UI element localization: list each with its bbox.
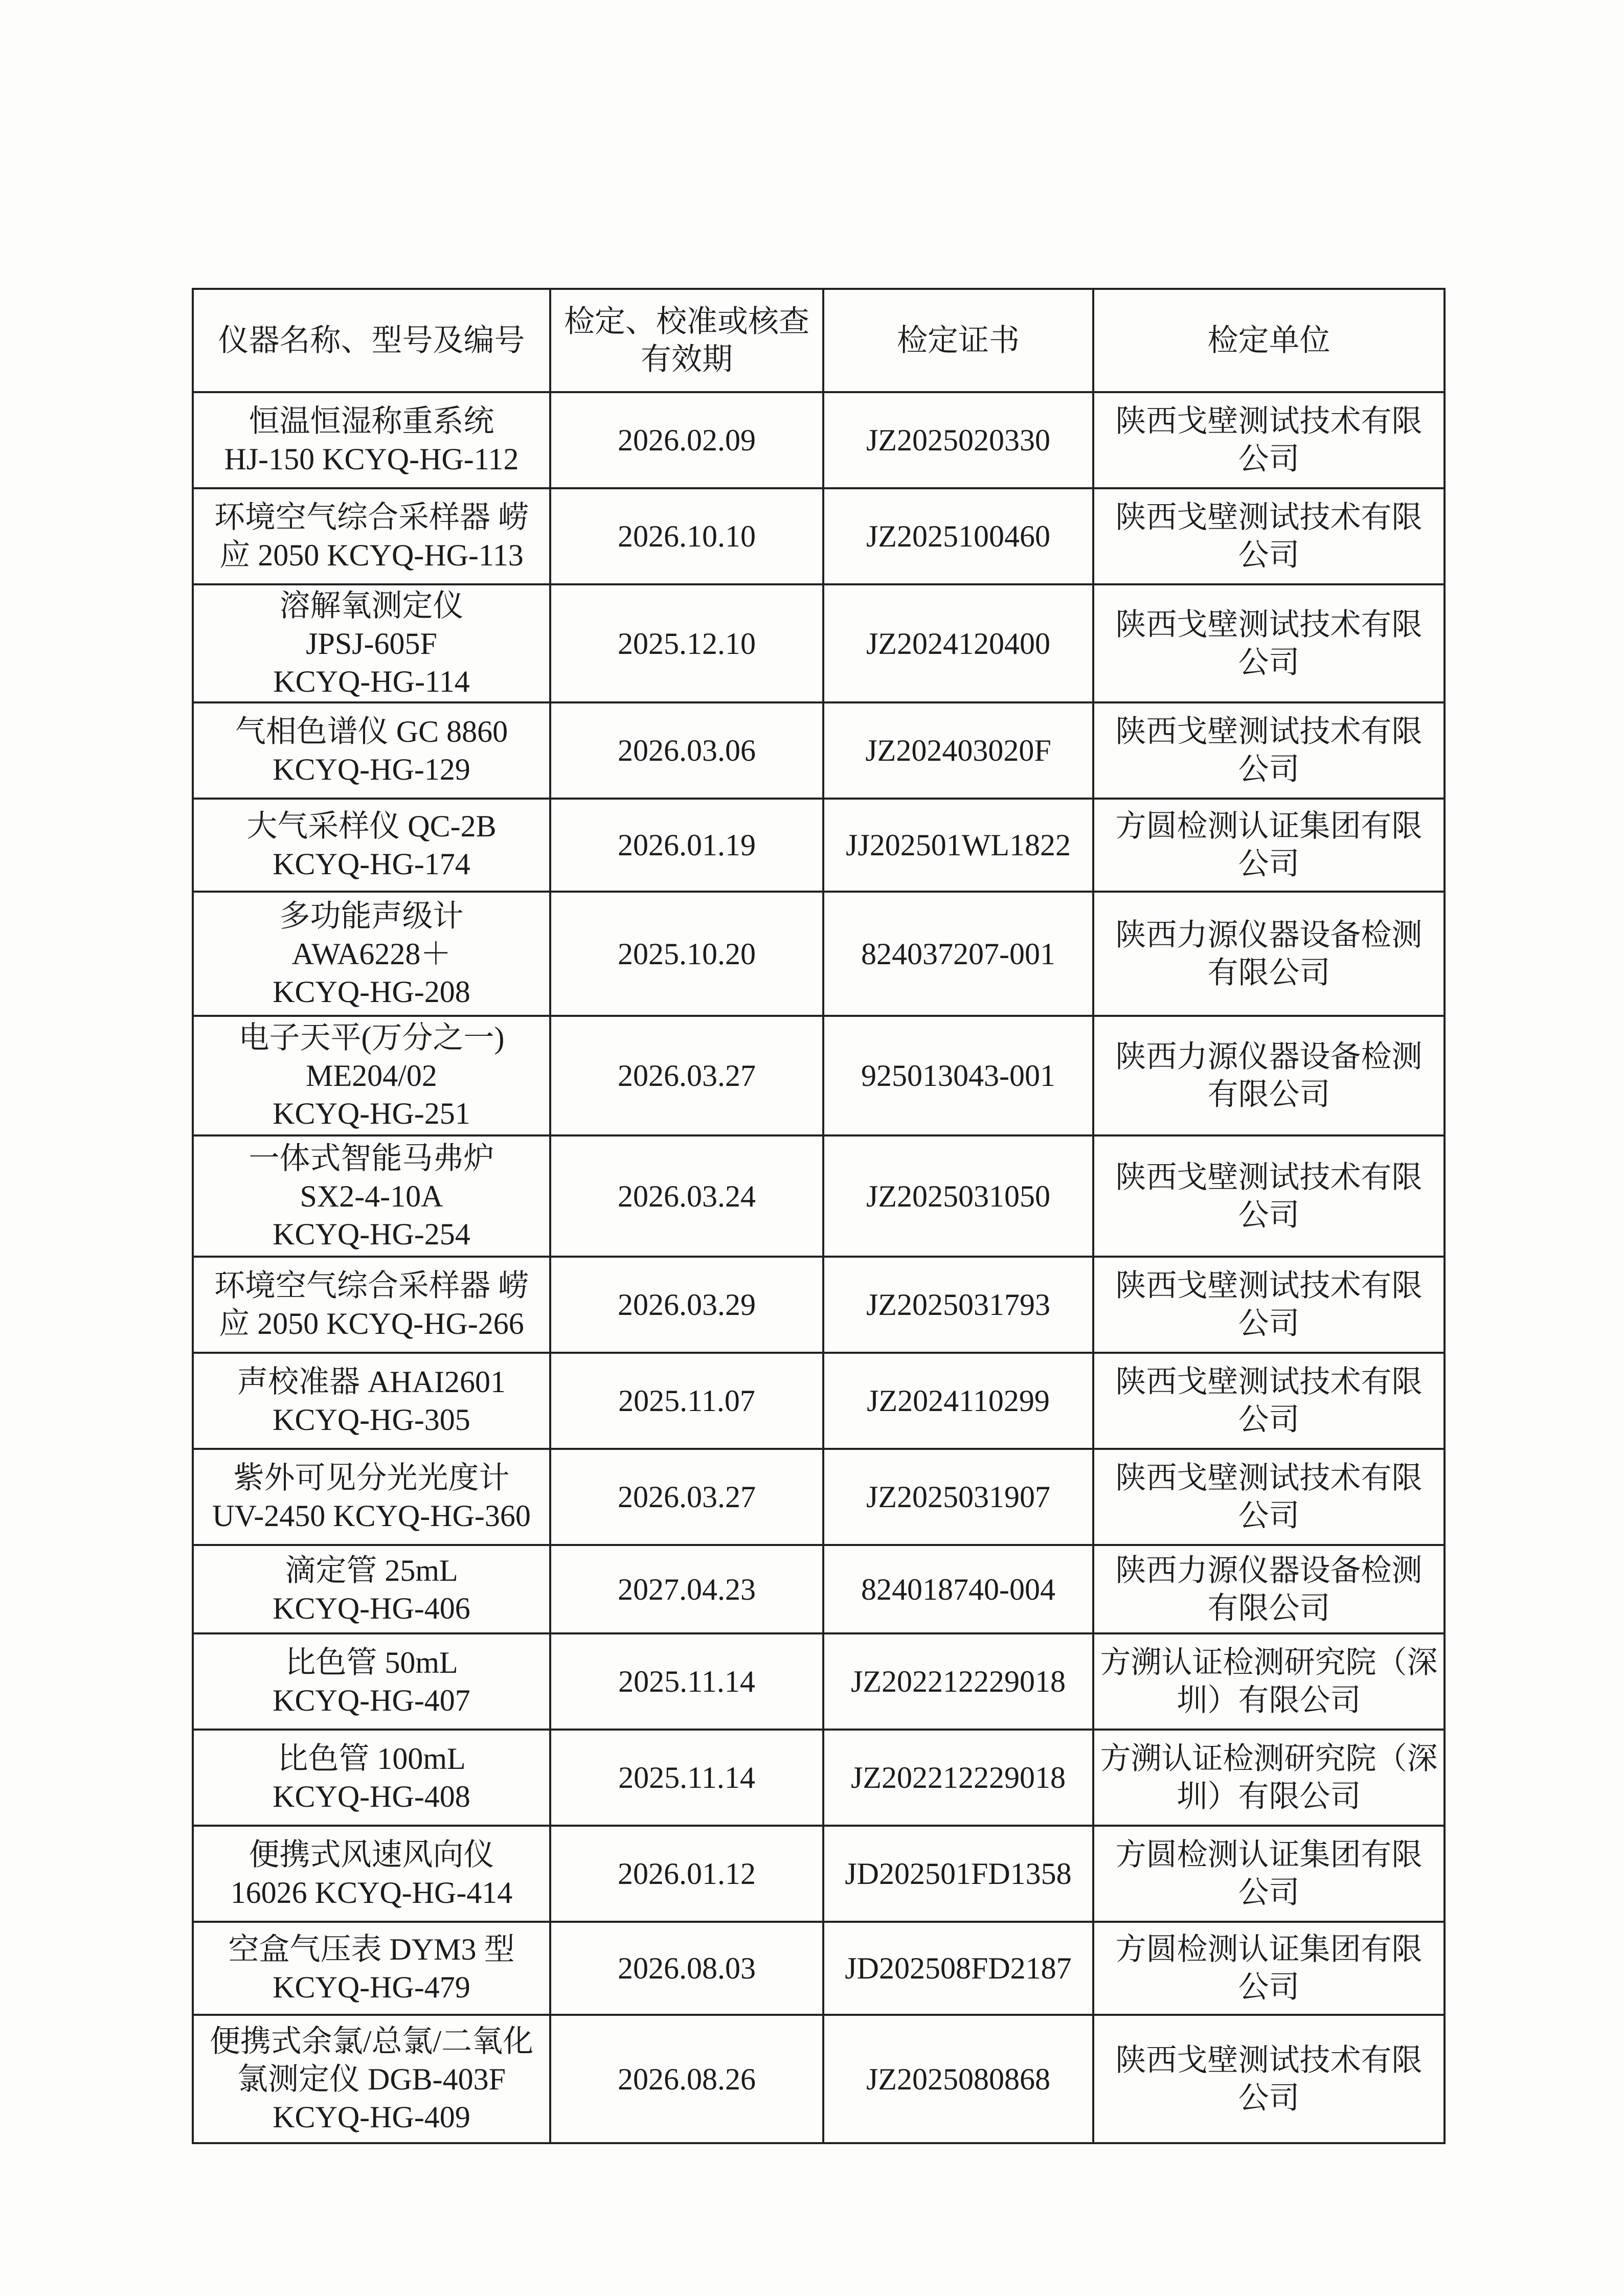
instrument-line: KCYQ-HG-254: [273, 1217, 470, 1251]
unit-cell: [1093, 1135, 1445, 1257]
unit-line: 方圆检测认证集团有限: [1115, 809, 1423, 843]
unit-line: 公司: [1238, 442, 1300, 476]
table-row: [193, 1826, 1445, 1922]
table-row: [193, 1922, 1445, 2015]
validity-header-line: 检定、校准或核查: [564, 305, 809, 338]
instrument-cell: [193, 392, 550, 488]
instrument-line: 一体式智能马弗炉: [249, 1141, 494, 1175]
certificate-cell: [823, 1633, 1093, 1730]
valid-until-cell: [550, 1730, 823, 1826]
instrument-line: KCYQ-HG-114: [273, 664, 470, 698]
certificate-cell: [823, 1922, 1093, 2015]
unit-line: 公司: [1238, 538, 1300, 572]
instrument-cell: [193, 1257, 550, 1353]
certificate-text: JZ2025080868: [866, 2062, 1050, 2096]
valid-until-text: 2025.10.20: [618, 937, 756, 971]
certificate-cell: [823, 1016, 1093, 1135]
unit-line: 公司: [1238, 1198, 1300, 1232]
instrument-line: 应 2050 KCYQ-HG-113: [219, 538, 524, 572]
unit-line: 方溯认证检测研究院（深: [1100, 1646, 1438, 1679]
valid-until-text: 2026.03.06: [618, 734, 756, 767]
valid-until-cell: [550, 1633, 823, 1730]
certificate-text: 925013043-001: [861, 1059, 1055, 1093]
unit-line: 陕西戈壁测试技术有限: [1115, 501, 1423, 534]
unit-header-line: 检定单位: [1207, 324, 1330, 357]
unit-cell: [1093, 1922, 1445, 2015]
unit-line: 方溯认证检测研究院（深: [1100, 1742, 1438, 1776]
valid-until-text: 2026.02.09: [618, 423, 756, 457]
certificate-cell: [823, 1135, 1093, 1257]
valid-until-text: 2026.08.26: [618, 2062, 756, 2096]
certificate-text: 824037207-001: [861, 937, 1055, 971]
instrument-line: 气相色谱仪 GC 8860: [235, 715, 508, 748]
table-row: [193, 1257, 1445, 1353]
instrument-cell: [193, 702, 550, 799]
certificate-cell: [823, 1449, 1093, 1545]
valid-until-text: 2027.04.23: [618, 1572, 756, 1606]
instrument-cell: [193, 892, 550, 1016]
valid-until-cell: [550, 488, 823, 584]
valid-until-cell: [550, 1135, 823, 1257]
instrument-line: KCYQ-HG-408: [273, 1780, 470, 1813]
instrument-cell: [193, 799, 550, 892]
unit-cell: [1093, 702, 1445, 799]
certificate-text: JZ202403020F: [865, 734, 1051, 767]
calibration-table: [192, 288, 1446, 2144]
instrument-line: 声校准器 AHAI2601: [237, 1365, 506, 1399]
unit-cell: [1093, 1353, 1445, 1449]
certificate-text: 824018740-004: [861, 1572, 1055, 1606]
instrument-cell: [193, 1353, 550, 1449]
instrument-line: 电子天平(万分之一): [238, 1021, 505, 1055]
unit-line: 公司: [1238, 2081, 1300, 2115]
certificate-header-line: 检定证书: [897, 324, 1020, 357]
instrument-cell: [193, 1633, 550, 1730]
valid-until-text: 2026.01.12: [618, 1857, 756, 1891]
unit-header: [1093, 289, 1445, 392]
unit-line: 公司: [1238, 645, 1300, 679]
instrument-line: 滴定管 25mL: [285, 1553, 458, 1587]
certificate-cell: [823, 584, 1093, 702]
valid-until-cell: [550, 1545, 823, 1633]
unit-line: 圳）有限公司: [1177, 1684, 1361, 1717]
table-header-row: [193, 289, 1445, 392]
certificate-text: JD202508FD2187: [845, 1951, 1072, 1985]
instrument-cell: [193, 1730, 550, 1826]
valid-until-cell: [550, 1257, 823, 1353]
unit-line: 陕西戈壁测试技术有限: [1115, 1365, 1423, 1399]
valid-until-cell: [550, 392, 823, 488]
certificate-cell: [823, 702, 1093, 799]
unit-line: 公司: [1238, 1403, 1300, 1437]
table-header: [193, 289, 1445, 392]
unit-cell: [1093, 1730, 1445, 1826]
instrument-line: 比色管 50mL: [285, 1646, 458, 1679]
certificate-cell: [823, 1730, 1093, 1826]
valid-until-cell: [550, 1449, 823, 1545]
table-row: [193, 1730, 1445, 1826]
instrument-line: 恒温恒湿称重系统: [249, 404, 494, 438]
certificate-text: JZ2025100460: [866, 519, 1050, 553]
valid-until-text: 2026.03.27: [618, 1480, 756, 1514]
unit-cell: [1093, 1016, 1445, 1135]
instrument-line: SX2-4-10A: [300, 1179, 443, 1213]
table-row: [193, 1016, 1445, 1135]
instrument-line: ME204/02: [306, 1059, 437, 1093]
unit-line: 陕西戈壁测试技术有限: [1115, 1461, 1423, 1495]
certificate-text: JZ2025031050: [866, 1179, 1050, 1213]
valid-until-cell: [550, 1353, 823, 1449]
unit-line: 有限公司: [1207, 1078, 1330, 1111]
certificate-cell: [823, 799, 1093, 892]
table-row: [193, 1353, 1445, 1449]
unit-cell: [1093, 799, 1445, 892]
unit-line: 陕西力源仪器设备检测: [1115, 1040, 1423, 1074]
instrument-line: 便携式风速风向仪: [249, 1838, 494, 1872]
table-row: [193, 892, 1445, 1016]
certificate-cell: [823, 2015, 1093, 2143]
valid-until-cell: [550, 1922, 823, 2015]
instrument-cell: [193, 1135, 550, 1257]
instrument-line: 多功能声级计: [279, 899, 464, 933]
instrument-line: 紫外可见分光光度计: [233, 1461, 510, 1495]
instrument-line: KCYQ-HG-129: [273, 753, 470, 786]
certificate-text: JJ202501WL1822: [846, 828, 1071, 862]
unit-line: 公司: [1238, 753, 1300, 786]
unit-cell: [1093, 488, 1445, 584]
instrument-cell: [193, 1449, 550, 1545]
instrument-header: [193, 289, 550, 392]
valid-until-text: 2025.12.10: [618, 626, 756, 661]
certificate-text: JZ2024110299: [867, 1384, 1050, 1418]
table-row: [193, 799, 1445, 892]
unit-cell: [1093, 1449, 1445, 1545]
certificate-text: JZ2024120400: [866, 626, 1050, 661]
unit-line: 公司: [1238, 1970, 1300, 2004]
unit-line: 陕西力源仪器设备检测: [1115, 1553, 1423, 1587]
table-row: [193, 488, 1445, 584]
instrument-line: 应 2050 KCYQ-HG-266: [219, 1307, 524, 1340]
instrument-line: HJ-150 KCYQ-HG-112: [224, 442, 519, 476]
table-body: [193, 392, 1445, 2143]
instrument-line: 16026 KCYQ-HG-414: [230, 1876, 513, 1909]
valid-until-text: 2026.10.10: [618, 519, 756, 553]
certificate-text: JZ2025031907: [866, 1480, 1050, 1514]
instrument-line: 大气采样仪 QC-2B: [246, 809, 497, 843]
unit-line: 陕西戈壁测试技术有限: [1115, 715, 1423, 748]
validity-header-line: 有效期: [641, 343, 733, 376]
instrument-line: UV-2450 KCYQ-HG-360: [212, 1499, 531, 1533]
certificate-cell: [823, 392, 1093, 488]
unit-cell: [1093, 892, 1445, 1016]
instrument-line: 比色管 100mL: [277, 1742, 466, 1776]
valid-until-cell: [550, 2015, 823, 2143]
unit-line: 圳）有限公司: [1177, 1780, 1361, 1813]
unit-line: 有限公司: [1207, 1591, 1330, 1625]
table-row: [193, 702, 1445, 799]
instrument-cell: [193, 488, 550, 584]
certificate-cell: [823, 892, 1093, 1016]
valid-until-text: 2026.01.19: [618, 828, 756, 862]
certificate-cell: [823, 1545, 1093, 1633]
unit-cell: [1093, 392, 1445, 488]
unit-line: 方圆检测认证集团有限: [1115, 1838, 1423, 1872]
valid-until-text: 2026.08.03: [618, 1951, 756, 1985]
table-row: [193, 392, 1445, 488]
table-row: [193, 2015, 1445, 2143]
valid-until-cell: [550, 799, 823, 892]
valid-until-text: 2026.03.27: [618, 1059, 756, 1093]
unit-line: 陕西戈壁测试技术有限: [1115, 1160, 1423, 1194]
instrument-line: KCYQ-HG-407: [273, 1684, 470, 1717]
unit-line: 公司: [1238, 1307, 1300, 1340]
certificate-header: [823, 289, 1093, 392]
table-row: [193, 584, 1445, 702]
valid-until-text: 2025.11.14: [618, 1761, 755, 1794]
valid-until-cell: [550, 892, 823, 1016]
instrument-line: KCYQ-HG-479: [273, 1970, 470, 2004]
instrument-cell: [193, 584, 550, 702]
unit-cell: [1093, 1545, 1445, 1633]
validity-header: [550, 289, 823, 392]
certificate-cell: [823, 1826, 1093, 1922]
instrument-cell: [193, 1545, 550, 1633]
certificate-cell: [823, 1257, 1093, 1353]
instrument-cell: [193, 1016, 550, 1135]
unit-line: 有限公司: [1207, 956, 1330, 990]
instrument-cell: [193, 1826, 550, 1922]
instrument-line: KCYQ-HG-208: [273, 974, 470, 1009]
instrument-line: JPSJ-605F: [306, 626, 437, 661]
valid-until-cell: [550, 1826, 823, 1922]
unit-line: 陕西戈壁测试技术有限: [1115, 1269, 1423, 1303]
unit-line: 公司: [1238, 847, 1300, 881]
instrument-cell: [193, 1922, 550, 2015]
instrument-line: 环境空气综合采样器 崂: [214, 501, 529, 534]
certificate-cell: [823, 1353, 1093, 1449]
instrument-line: 环境空气综合采样器 崂: [214, 1269, 529, 1303]
table-row: [193, 1545, 1445, 1633]
table-row: [193, 1449, 1445, 1545]
unit-line: 陕西力源仪器设备检测: [1115, 918, 1423, 952]
unit-cell: [1093, 1257, 1445, 1353]
instrument-line: KCYQ-HG-251: [273, 1097, 470, 1130]
table-row: [193, 1633, 1445, 1730]
instrument-line: KCYQ-HG-305: [273, 1403, 470, 1437]
instrument-line: KCYQ-HG-406: [273, 1591, 470, 1625]
valid-until-text: 2025.11.14: [618, 1665, 755, 1698]
unit-cell: [1093, 2015, 1445, 2143]
unit-line: 公司: [1238, 1499, 1300, 1533]
certificate-text: JZ2025031793: [866, 1288, 1050, 1322]
unit-cell: [1093, 1633, 1445, 1730]
unit-line: 陕西戈壁测试技术有限: [1115, 607, 1423, 642]
certificate-cell: [823, 488, 1093, 584]
instrument-header-line: 仪器名称、型号及编号: [218, 324, 525, 357]
instrument-line: 空盒气压表 DYM3 型: [228, 1933, 515, 1966]
valid-until-cell: [550, 584, 823, 702]
instrument-line: 便携式余氯/总氯/二氧化: [209, 2024, 534, 2058]
instrument-cell: [193, 2015, 550, 2143]
instrument-line: KCYQ-HG-174: [273, 847, 470, 881]
certificate-text: JZ202212229018: [851, 1761, 1066, 1794]
certificate-text: JZ202212229018: [851, 1665, 1066, 1698]
valid-until-text: 2026.03.29: [618, 1288, 756, 1322]
unit-line: 陕西戈壁测试技术有限: [1115, 404, 1423, 438]
instrument-line: 氯测定仪 DGB-403F: [237, 2062, 506, 2096]
instrument-line: AWA6228＋: [291, 937, 452, 971]
instrument-line: 溶解氧测定仪: [279, 588, 464, 623]
unit-line: 方圆检测认证集团有限: [1115, 1933, 1423, 1966]
valid-until-cell: [550, 702, 823, 799]
certificate-text: JZ2025020330: [866, 423, 1050, 457]
unit-line: 陕西戈壁测试技术有限: [1115, 2043, 1423, 2077]
valid-until-cell: [550, 1016, 823, 1135]
certificate-text: JD202501FD1358: [845, 1857, 1072, 1891]
unit-line: 公司: [1238, 1876, 1300, 1909]
valid-until-text: 2025.11.07: [618, 1384, 755, 1418]
valid-until-text: 2026.03.24: [618, 1179, 756, 1213]
instrument-line: KCYQ-HG-409: [273, 2100, 470, 2134]
unit-cell: [1093, 1826, 1445, 1922]
unit-cell: [1093, 584, 1445, 702]
table-row: [193, 1135, 1445, 1257]
